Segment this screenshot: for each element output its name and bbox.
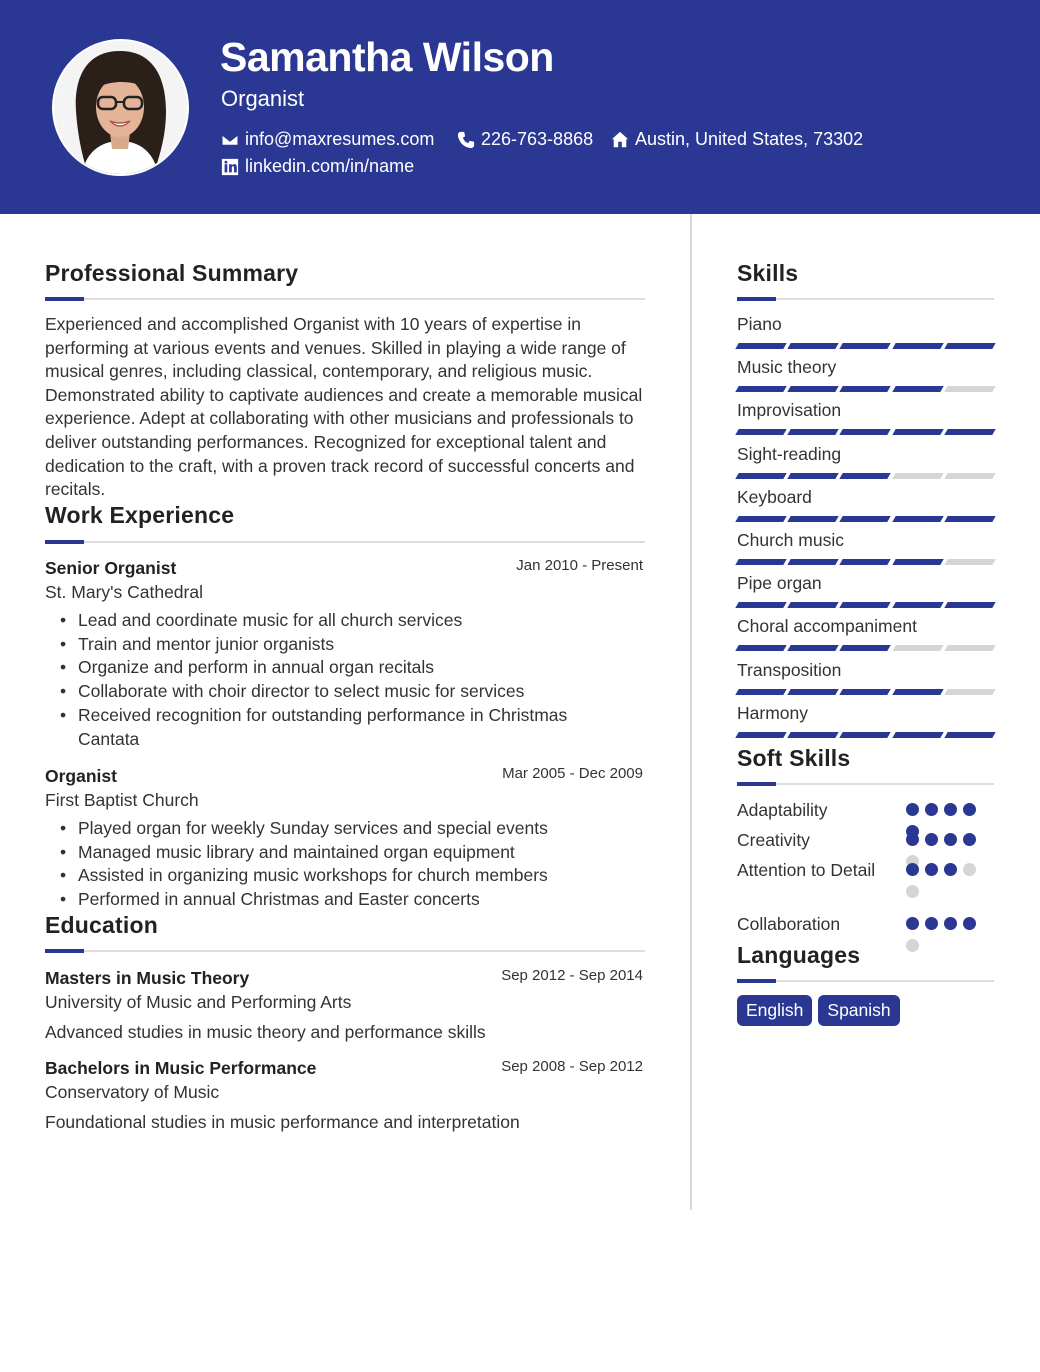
school-name: Conservatory of Music bbox=[45, 1082, 220, 1102]
skill-name: Music theory bbox=[737, 357, 837, 378]
job-bullet: • Managed music library and maintained organ equipment bbox=[56, 841, 616, 865]
skill-level-bar bbox=[737, 516, 994, 522]
skill-level-segment-filled bbox=[735, 386, 787, 392]
skill-level-segment-filled bbox=[892, 732, 944, 738]
skill-level-segment-filled bbox=[787, 645, 839, 651]
rating-dot-empty bbox=[906, 885, 919, 898]
rating-dot-filled bbox=[925, 833, 938, 846]
contact-email-text: info@maxresumes.com bbox=[245, 129, 435, 149]
skill-name: Keyboard bbox=[737, 486, 812, 507]
degree-description: Foundational studies in music performance and interpretation bbox=[45, 1112, 520, 1132]
skill-level-segment-filled bbox=[735, 343, 787, 349]
skill-name: Transposition bbox=[737, 659, 842, 680]
skill-level-bar bbox=[737, 689, 994, 695]
skill-name: Piano bbox=[737, 314, 782, 334]
skill-level-segment-filled bbox=[735, 689, 787, 695]
soft-skill-name: Creativity bbox=[737, 830, 810, 850]
soft-skills-accent bbox=[737, 782, 776, 786]
skill-level-segment-filled bbox=[735, 645, 787, 651]
skill-level-segment-filled bbox=[840, 343, 892, 349]
skill-level-segment-empty bbox=[944, 645, 996, 651]
skill-level-segment-filled bbox=[944, 429, 996, 435]
skill-level-segment-filled bbox=[892, 689, 944, 695]
rating-dot-filled bbox=[944, 863, 957, 876]
rating-dot-filled bbox=[963, 833, 976, 846]
language-badge: English bbox=[737, 995, 812, 1026]
school-name: University of Music and Performing Arts bbox=[45, 992, 352, 1012]
soft-skill-rating bbox=[906, 863, 986, 898]
rating-dot-filled bbox=[925, 917, 938, 930]
rating-dot-filled bbox=[906, 833, 919, 846]
resume-header bbox=[0, 0, 1040, 214]
skill-level-segment-filled bbox=[892, 343, 944, 349]
job-title: Senior Organist bbox=[45, 558, 177, 578]
job-dates: Jan 2010 - Present bbox=[516, 557, 643, 574]
column-divider bbox=[690, 214, 692, 1210]
skill-level-segment-filled bbox=[735, 559, 787, 565]
contact-linkedin-text: linkedin.com/in/name bbox=[245, 156, 415, 176]
skill-level-segment-filled bbox=[944, 602, 996, 608]
skill-level-segment-filled bbox=[892, 429, 944, 435]
skills-heading: Skills bbox=[737, 260, 799, 286]
summary-text: Experienced and accomplished Organist with 10 years of expertise in performing at various events and venues. Skilled in playing a wide range of musical genres, including classical, contemporary, and religious music. Demonstrated ability to captivate audiences and create a memorable musical experience. Adept at collaborating with other musicians and professionals to deliver outstanding performances. Recognized for exceptional talent and dedication to the craft, with a proven track record of successful concerts and recitals. bbox=[45, 314, 643, 500]
candidate-name: Samantha Wilson bbox=[220, 34, 554, 80]
skill-name: Harmony bbox=[737, 702, 808, 723]
skill-level-bar bbox=[737, 429, 994, 435]
rating-dot-empty bbox=[963, 863, 976, 876]
profile-photo bbox=[52, 39, 189, 176]
experience-accent bbox=[45, 540, 84, 544]
skill-level-segment-filled bbox=[735, 516, 787, 522]
skill-level-bar bbox=[737, 343, 994, 349]
skill-level-segment-empty bbox=[892, 645, 944, 651]
degree-title: Bachelors in Music Performance bbox=[45, 1058, 317, 1078]
education-rule bbox=[45, 950, 645, 952]
skill-level-bar bbox=[737, 473, 994, 479]
phone-icon bbox=[457, 131, 475, 149]
summary-rule bbox=[45, 298, 645, 300]
rating-dot-filled bbox=[944, 917, 957, 930]
skill-level-segment-filled bbox=[840, 429, 892, 435]
skill-level-segment-filled bbox=[840, 689, 892, 695]
languages-list bbox=[737, 995, 900, 1026]
soft-skill-name: Collaboration bbox=[737, 914, 841, 934]
education-accent bbox=[45, 949, 84, 953]
skill-level-segment-filled bbox=[735, 602, 787, 608]
skill-level-bar bbox=[737, 602, 994, 608]
skill-level-bar bbox=[737, 645, 994, 651]
skill-level-segment-empty bbox=[944, 559, 996, 565]
skill-level-bar bbox=[737, 559, 994, 565]
job-bullet: • Organize and perform in annual organ recitals bbox=[56, 656, 616, 680]
contact-phone-text: 226-763-8868 bbox=[481, 129, 594, 149]
skill-level-segment-filled bbox=[840, 559, 892, 565]
skill-level-segment-empty bbox=[944, 473, 996, 479]
job-title: Organist bbox=[45, 766, 117, 786]
job-bullet: • Train and mentor junior organists bbox=[56, 633, 616, 657]
job-bullet: • Received recognition for outstanding performance in Christmas Cantata bbox=[56, 704, 616, 751]
contact-phone[interactable] bbox=[457, 129, 593, 150]
skill-level-segment-filled bbox=[787, 516, 839, 522]
rating-dot-filled bbox=[906, 863, 919, 876]
job-company: St. Mary's Cathedral bbox=[45, 582, 203, 602]
job-bullet: • Played organ for weekly Sunday services and special events bbox=[56, 817, 616, 841]
skill-level-segment-empty bbox=[944, 689, 996, 695]
skill-level-segment-filled bbox=[787, 473, 839, 479]
skill-name: Church music bbox=[737, 530, 844, 550]
languages-heading: Languages bbox=[737, 942, 861, 968]
job-company: First Baptist Church bbox=[45, 790, 199, 810]
skill-level-segment-filled bbox=[892, 516, 944, 522]
soft-skill-rating bbox=[906, 917, 986, 952]
contact-address-text: Austin, United States, 73302 bbox=[635, 129, 864, 149]
experience-heading: Work Experience bbox=[45, 502, 235, 528]
rating-dot-filled bbox=[906, 917, 919, 930]
experience-rule bbox=[45, 541, 645, 543]
profile-photo-illustration bbox=[54, 41, 187, 174]
skill-level-bar bbox=[737, 386, 994, 392]
skill-level-segment-filled bbox=[787, 689, 839, 695]
soft-skills-heading: Soft Skills bbox=[737, 745, 851, 771]
skill-level-segment-filled bbox=[840, 473, 892, 479]
linkedin-icon bbox=[221, 158, 239, 176]
rating-dot-filled bbox=[925, 803, 938, 816]
summary-heading: Professional Summary bbox=[45, 260, 299, 286]
contact-email[interactable] bbox=[221, 129, 434, 150]
languages-accent bbox=[737, 979, 776, 983]
rating-dot-filled bbox=[963, 917, 976, 930]
skill-level-segment-filled bbox=[787, 602, 839, 608]
skill-name: Improvisation bbox=[737, 400, 842, 421]
skill-level-segment-filled bbox=[944, 732, 996, 738]
skill-level-segment-filled bbox=[840, 645, 892, 651]
skill-level-segment-filled bbox=[787, 732, 839, 738]
skill-level-segment-filled bbox=[944, 516, 996, 522]
skill-level-segment-filled bbox=[892, 559, 944, 565]
skill-level-segment-filled bbox=[840, 602, 892, 608]
skill-level-segment-filled bbox=[735, 429, 787, 435]
skill-level-segment-filled bbox=[944, 343, 996, 349]
candidate-role: Organist bbox=[221, 86, 305, 111]
skill-level-segment-filled bbox=[787, 386, 839, 392]
skill-level-segment-filled bbox=[840, 516, 892, 522]
skill-level-segment-filled bbox=[787, 429, 839, 435]
job-bullet: • Assisted in organizing music workshops for church members bbox=[56, 864, 616, 888]
contact-address bbox=[611, 129, 863, 150]
skill-name: Pipe organ bbox=[737, 573, 822, 594]
skill-name: Sight-reading bbox=[737, 443, 842, 464]
rating-dot-filled bbox=[944, 803, 957, 816]
job-bullet: • Performed in annual Christmas and Easter concerts bbox=[56, 888, 616, 912]
skill-level-segment-filled bbox=[735, 473, 787, 479]
job-bullets bbox=[56, 609, 616, 751]
skill-level-segment-empty bbox=[892, 473, 944, 479]
soft-skill-name: Attention to Detail bbox=[737, 860, 876, 880]
skill-level-segment-filled bbox=[892, 386, 944, 392]
degree-dates: Sep 2008 - Sep 2012 bbox=[501, 1058, 643, 1075]
skills-accent bbox=[737, 297, 776, 301]
education-heading: Education bbox=[45, 912, 158, 938]
envelope-icon bbox=[221, 131, 239, 149]
job-bullet: • Collaborate with choir director to select music for services bbox=[56, 680, 616, 704]
job-dates: Mar 2005 - Dec 2009 bbox=[502, 765, 643, 782]
skill-level-segment-empty bbox=[944, 386, 996, 392]
skill-level-segment-filled bbox=[840, 386, 892, 392]
skill-level-segment-filled bbox=[787, 343, 839, 349]
skill-level-segment-filled bbox=[892, 602, 944, 608]
rating-dot-filled bbox=[906, 803, 919, 816]
skill-level-segment-filled bbox=[840, 732, 892, 738]
rating-dot-filled bbox=[944, 833, 957, 846]
skill-level-bar bbox=[737, 732, 994, 738]
degree-description: Advanced studies in music theory and performance skills bbox=[45, 1022, 486, 1042]
skill-level-segment-filled bbox=[735, 732, 787, 738]
skill-level-segment-filled bbox=[787, 559, 839, 565]
skill-name: Choral accompaniment bbox=[737, 616, 917, 637]
job-bullet: • Lead and coordinate music for all church services bbox=[56, 609, 616, 633]
summary-accent bbox=[45, 297, 84, 301]
contact-linkedin[interactable] bbox=[221, 156, 414, 177]
degree-dates: Sep 2012 - Sep 2014 bbox=[501, 967, 643, 984]
home-icon bbox=[611, 131, 629, 149]
rating-dot-empty bbox=[906, 939, 919, 952]
rating-dot-filled bbox=[925, 863, 938, 876]
job-bullets bbox=[56, 817, 616, 912]
language-badge: Spanish bbox=[818, 995, 899, 1026]
rating-dot-filled bbox=[963, 803, 976, 816]
soft-skill-name: Adaptability bbox=[737, 800, 828, 820]
degree-title: Masters in Music Theory bbox=[45, 968, 250, 988]
